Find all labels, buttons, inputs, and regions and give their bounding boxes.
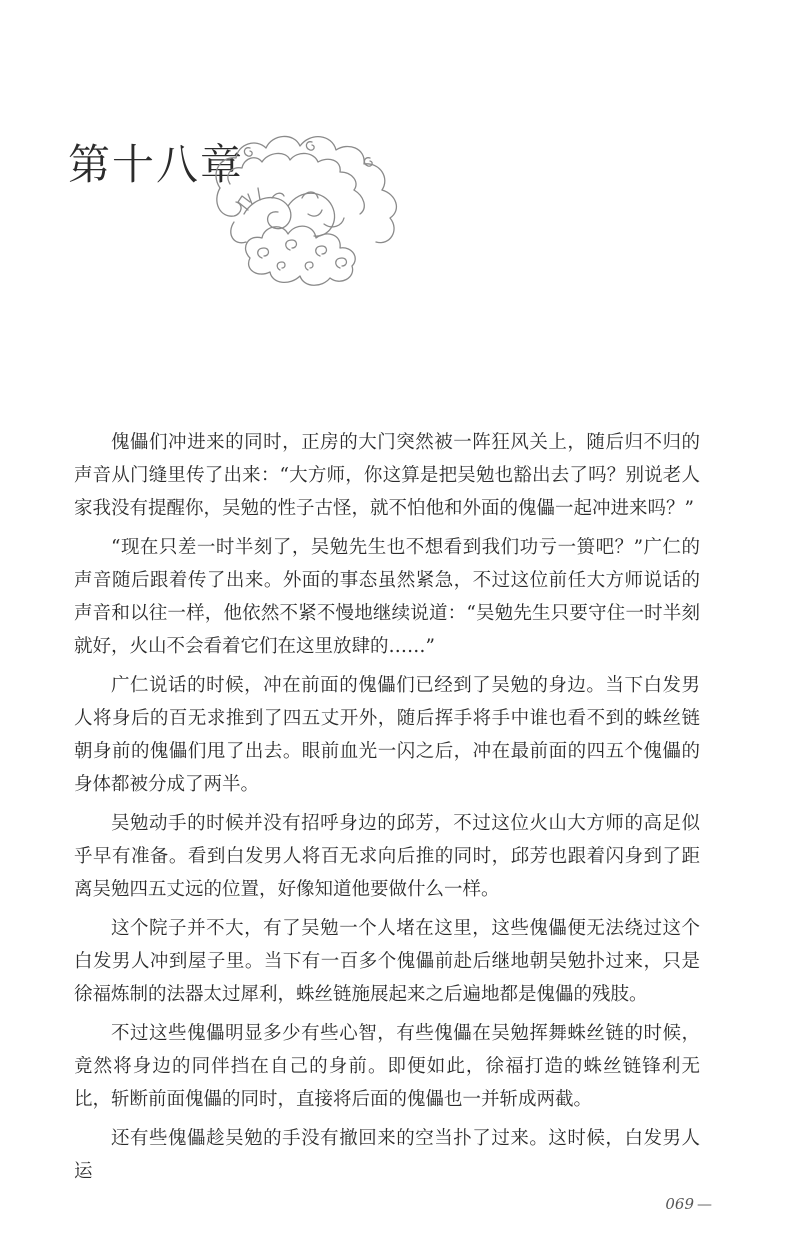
paragraph: “现在只差一时半刻了，吴勉先生也不想看到我们功亏一篑吧？”广仁的声音随后跟着传了出来。外面的事态虽然紧急，不过这位前任大方师说话的声音和以往一样，他依然不紧不慢地继续说道：“吴勉先生只要守住一时半刻就好，火山不会看着它们在这里放肆的……”: [74, 537, 700, 657]
page-number-dash: —: [697, 1195, 712, 1213]
paragraph: 不过这些傀儡明显多少有些心智，有些傀儡在吴勉挥舞蛛丝链的时候，竟然将身边的同伴挡在自己的身前。即便如此，徐福打造的蛛丝链锋利无比，斩断前面傀儡的同时，直接将后面的傀儡也一并斩成两截。: [74, 1023, 700, 1110]
paragraph: 还有些傀儡趁吴勉的手没有撤回来的空当扑了过来。这时候，白发男人运: [74, 1128, 700, 1182]
paragraph: 傀儡们冲进来的同时，正房的大门突然被一阵狂风关上，随后归不归的声音从门缝里传了出来：“大方师，你这算是把吴勉也豁出去了吗？别说老人家我没有提醒你，吴勉的性子古怪，就不怕他和外面的傀儡一起冲进来吗？”: [74, 432, 700, 519]
chapter-title: 第十八章: [68, 140, 245, 189]
paragraph: 广仁说话的时候，冲在前面的傀儡们已经到了吴勉的身边。当下白发男人将身后的百无求推到了四五丈开外，随后挥手将手中谁也看不到的蛛丝链朝身前的傀儡们甩了出去。眼前血光一闪之后，冲在最前面的四五个傀儡的身体都被分成了两半。: [74, 675, 700, 795]
page-number: 069: [665, 1195, 694, 1213]
chapter-body: [74, 426, 700, 1194]
paragraph: 这个院子并不大，有了吴勉一个人堵在这里，这些傀儡便无法绕过这个白发男人冲到屋子里。当下有一百多个傀儡前赴后继地朝吴勉扑过来，只是徐福炼制的法器太过犀利，蛛丝链施展起来之后遍地都是傀儡的残肢。: [74, 918, 700, 1005]
cloud-dragon-ornament-icon: [190, 118, 430, 296]
paragraph: 吴勉动手的时候并没有招呼身边的邱芳，不过这位火山大方师的高足似乎早有准备。看到白发男人将百无求向后推的同时，邱芳也跟着闪身到了距离吴勉四五丈远的位置，好像知道他要做什么一样。: [74, 813, 700, 900]
